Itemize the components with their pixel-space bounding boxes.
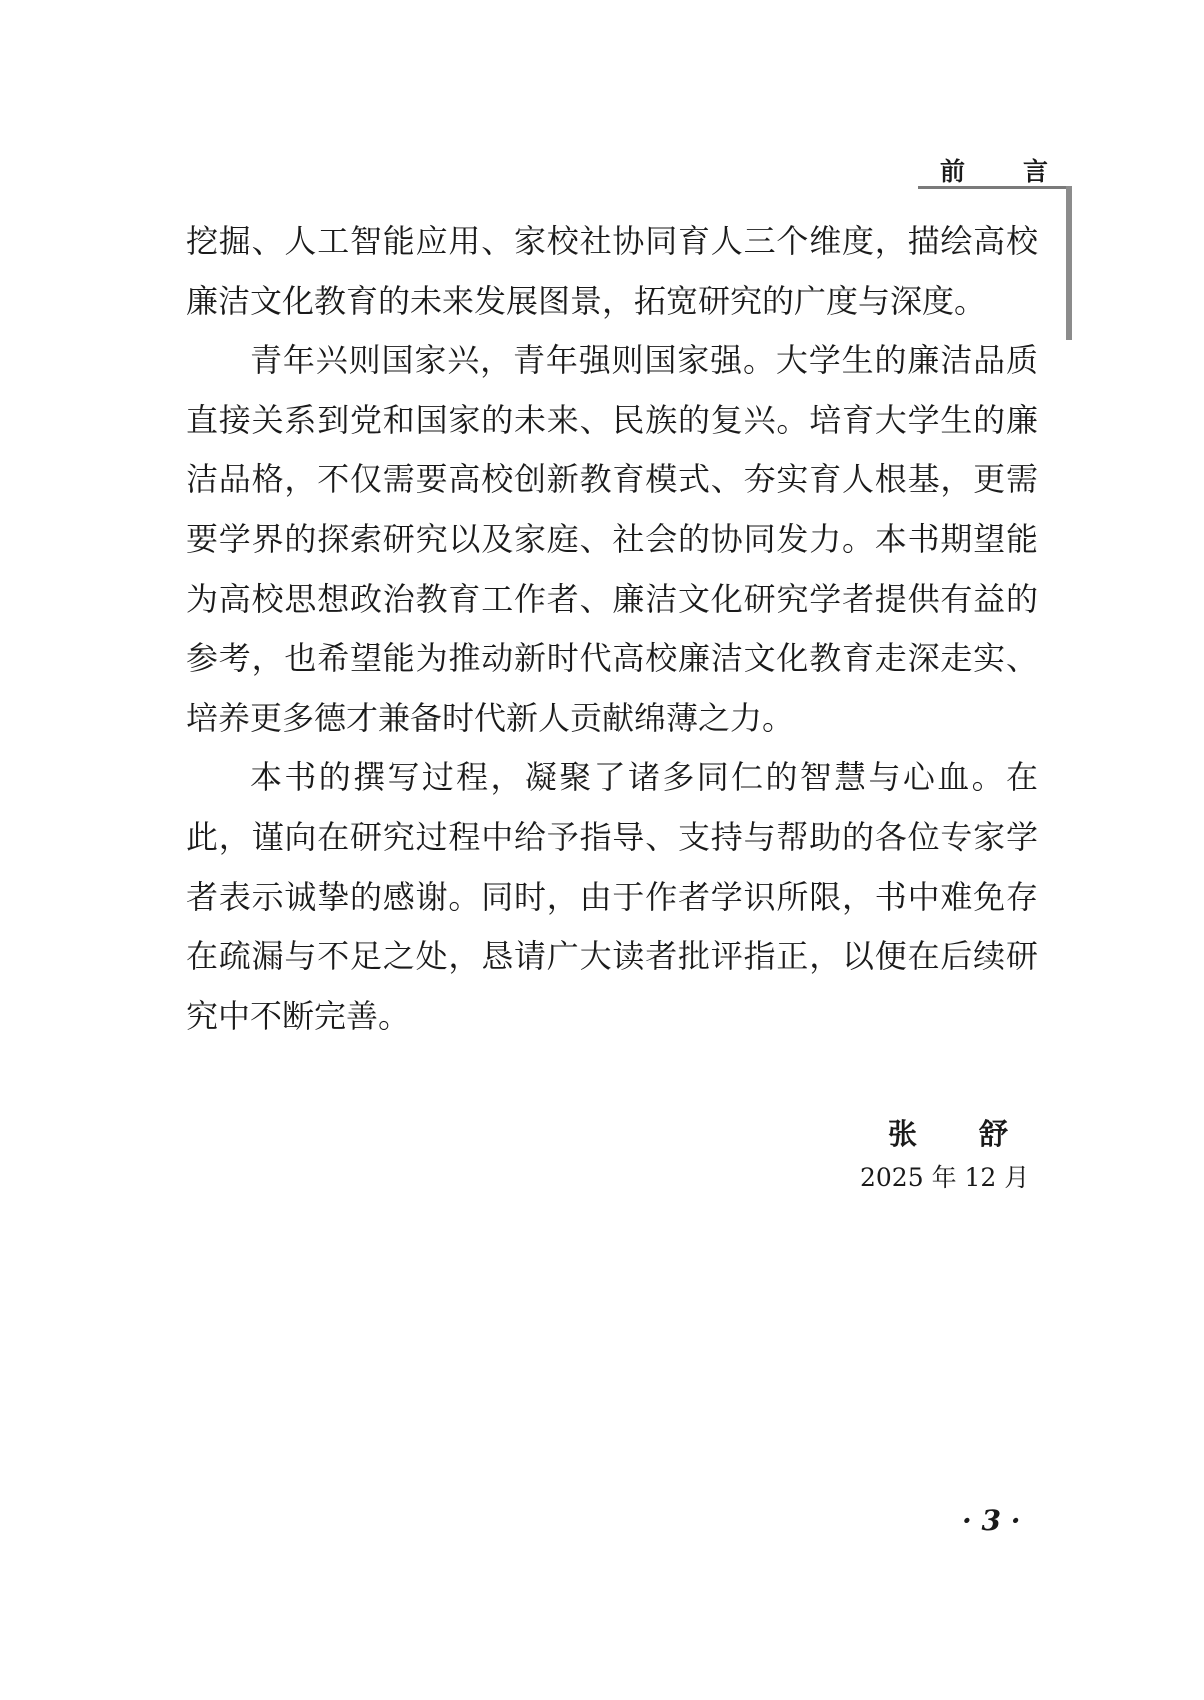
paragraph-3: 本书的撰写过程，凝聚了诸多同仁的智慧与心血。在此，谨向在研究过程中给予指导、支持与帮助的各位专家学者表示诚挚的感谢。同时，由于作者学识所限，书中难免存在疏漏与不足之处，恳请广大读者批评指正，以便在后续研究中不断完善。 [186, 758, 1038, 1035]
running-header [940, 152, 1048, 188]
page-number: · 3 · [962, 1504, 1021, 1537]
paragraph-2: 青年兴则国家兴，青年强则国家强。大学生的廉洁品质直接关系到党和国家的未来、民族的复兴。培育大学生的廉洁品格，不仅需要高校创新教育模式、夯实育人根基，更需要学界的探索研究以及家庭、社会的协同发力。本书期望能为高校思想政治教育工作者、廉洁文化研究学者提供有益的参考，也希望能为推动新时代高校廉洁文化教育走深走实、培养更多德才兼备时代新人贡献绵薄之力。 [186, 341, 1038, 737]
author-name-char-2: 舒 [978, 1117, 1008, 1151]
signature-date: 2025 年 12 月 [860, 1163, 1030, 1192]
author-signature [888, 1112, 1008, 1153]
author-name-char-1: 张 [888, 1117, 918, 1151]
paragraph-1: 挖掘、人工智能应用、家校社协同育人三个维度，描绘高校廉洁文化教育的未来发展图景，拓宽研究的广度与深度。 [186, 222, 1038, 320]
header-rule-horizontal [918, 186, 1070, 189]
header-rule-vertical [1066, 186, 1072, 340]
running-header-char-1: 前 [940, 157, 966, 186]
body-text [186, 212, 1038, 1046]
running-header-char-2: 言 [1022, 157, 1048, 186]
